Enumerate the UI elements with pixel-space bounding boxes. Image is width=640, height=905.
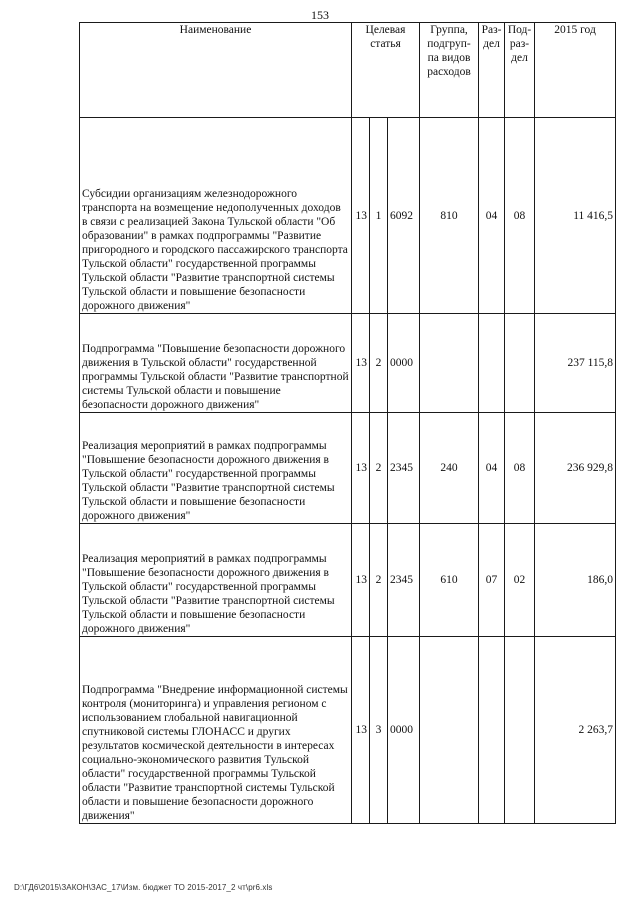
header-name: Наименование (80, 23, 352, 118)
row-amount: 2 263,7 (535, 637, 616, 824)
row-name: Подпрограмма "Внедрение информационной системы контроля (мониторинга) и управления регионом с использованием глобальной навигационной спутниковой системы ГЛОНАСС и других результатов космической деятельности в интересах социально-экономического развития Тульской области" государственной программы Тульской области "Развитие транспортной системы Тульской области и повышение безопасности дорожного движения" (80, 637, 352, 824)
row-subsection: 08 (505, 413, 535, 524)
row-amount: 236 929,8 (535, 413, 616, 524)
row-name: Подпрограмма "Повышение безопасности дорожного движения в Тульской области" государственной программы Тульской области "Развитие транспортной системы Тульской области и повышение безопасности дорожного движения" (80, 314, 352, 413)
row-expense-group: 610 (420, 524, 479, 637)
row-expense-group (420, 637, 479, 824)
row-name: Реализация мероприятий в рамках подпрограммы "Повышение безопасности дорожного движения в Тульской области" государственной программы Тульской области "Развитие транспортной системы Тульской области и повышение безопасности дорожного движения" (80, 524, 352, 637)
row-code-subprogram: 3 (370, 637, 388, 824)
row-section: 07 (479, 524, 505, 637)
row-subsection: 08 (505, 118, 535, 314)
table-row (80, 118, 616, 314)
header-year: 2015 год (535, 23, 616, 118)
row-name: Реализация мероприятий в рамках подпрограммы "Повышение безопасности дорожного движения в Тульской области" государственной программы Тульской области "Развитие транспортной системы Тульской области и повышение безопасности дорожного движения" (80, 413, 352, 524)
row-expense-group: 810 (420, 118, 479, 314)
header-section: Раз-дел (479, 23, 505, 118)
row-amount: 11 416,5 (535, 118, 616, 314)
row-amount: 237 115,8 (535, 314, 616, 413)
row-section: 04 (479, 118, 505, 314)
row-code-direction: 0000 (388, 637, 420, 824)
header-target-article: Целевая статья (352, 23, 420, 118)
row-subsection (505, 314, 535, 413)
row-expense-group: 240 (420, 413, 479, 524)
row-code-program: 13 (352, 118, 370, 314)
row-code-subprogram: 2 (370, 314, 388, 413)
header-subsection: Под-раз-дел (505, 23, 535, 118)
table-row (80, 637, 616, 824)
footer-file-path: D:\ГД6\2015\ЗАКОН\ЗАС_17\Изм. бюджет ТО 2015-2017_2 чт\pr6.xls (14, 883, 273, 892)
page-number: 153 (311, 8, 329, 22)
row-code-program: 13 (352, 524, 370, 637)
row-code-direction: 2345 (388, 413, 420, 524)
row-section (479, 314, 505, 413)
row-code-subprogram: 2 (370, 413, 388, 524)
budget-table (79, 22, 616, 824)
row-code-program: 13 (352, 637, 370, 824)
table-row (80, 314, 616, 413)
table-row (80, 413, 616, 524)
table-row (80, 524, 616, 637)
row-code-direction: 2345 (388, 524, 420, 637)
row-amount: 186,0 (535, 524, 616, 637)
row-section: 04 (479, 413, 505, 524)
row-section (479, 637, 505, 824)
row-code-subprogram: 2 (370, 524, 388, 637)
header-expense-group: Группа, подгруп-па видов расходов (420, 23, 479, 118)
row-name: Субсидии организациям железнодорожного транспорта на возмещение недополученных доходов в связи с реализацией Закона Тульской области "Об образовании" в рамках подпрограммы "Развитие пригородного и городского пассажирского транспорта Тульской области" государственной программы Тульской области "Развитие транспортной системы Тульской области и повышение безопасности дорожного движения" (80, 118, 352, 314)
row-code-direction: 0000 (388, 314, 420, 413)
row-subsection (505, 637, 535, 824)
row-subsection: 02 (505, 524, 535, 637)
row-code-program: 13 (352, 314, 370, 413)
row-code-subprogram: 1 (370, 118, 388, 314)
row-expense-group (420, 314, 479, 413)
row-code-program: 13 (352, 413, 370, 524)
header-row (80, 23, 616, 118)
row-code-direction: 6092 (388, 118, 420, 314)
